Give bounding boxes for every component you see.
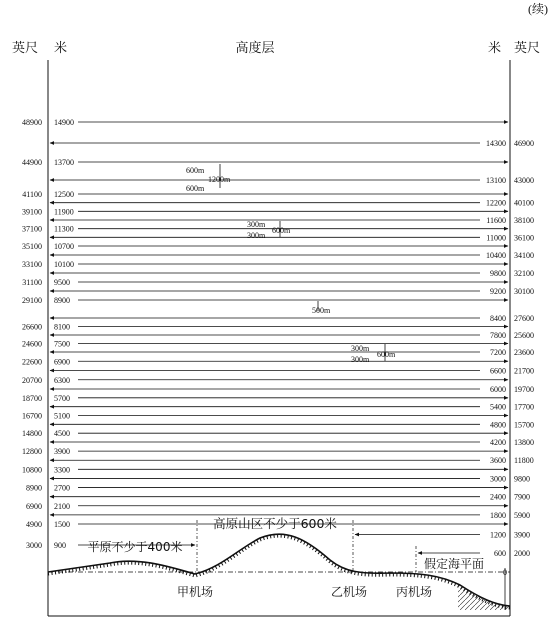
airport-a-label: 甲机场 [176,585,214,599]
right-level-row [50,367,534,376]
right-level-m: 10400 [486,251,506,260]
right-level-row [50,403,534,412]
left-level-ft: 39100 [22,207,42,217]
left-level-m: 6900 [54,357,70,367]
airport-c-label: 丙机场 [395,585,433,599]
right-level-m: 1800 [490,510,506,520]
right-level-ft: 7900 [514,492,530,502]
right-level-row [50,199,534,208]
right-level-m: 6000 [490,385,506,394]
left-level-m: 11900 [54,207,74,217]
left-level-m: 2100 [54,501,70,511]
right-level-row [50,269,534,278]
right-level-ft: 38100 [514,216,534,225]
airport-b-label: 乙机场 [330,585,368,599]
right-level-ft: 36100 [514,233,534,243]
sea-zero-label: 0 [503,568,507,577]
left-level-row [22,465,508,474]
right-level-m: 1200 [490,530,506,540]
right-level-m: 11600 [486,216,506,225]
left-level-m: 8100 [54,322,70,332]
left-level-ft: 26600 [22,322,42,332]
left-level-m: 3900 [54,447,70,457]
header-ft-left: 英尺 [12,40,39,55]
right-level-m: 4200 [490,438,506,447]
left-level-ft: 14800 [22,429,42,439]
right-level-ft: 19700 [514,385,534,394]
right-level-row [50,493,530,502]
svg-text:300m: 300m [247,231,266,240]
header-m-right: 米 [488,40,502,55]
left-level-m: 2700 [54,483,70,493]
right-level-m: 600 [494,549,506,558]
svg-text:300m: 300m [351,344,370,353]
right-level-ft: 5900 [514,510,530,520]
right-level-m: 8400 [490,314,506,323]
left-level-ft: 24600 [22,339,42,349]
svg-text:1200m: 1200m [208,175,231,184]
right-level-m: 5400 [490,402,506,412]
right-level-row [50,216,534,225]
right-level-row [50,251,534,260]
sea-level-label: 假定海平面 [423,557,485,571]
left-level-m: 11300 [54,224,74,234]
left-level-m: 13700 [54,158,74,167]
left-level-m: 14900 [54,118,74,127]
right-level-m: 14300 [486,139,506,148]
left-level-ft: 33100 [22,260,42,269]
left-level-row [22,296,508,305]
left-level-ft: 8900 [26,483,42,493]
right-level-ft: 9800 [514,474,530,484]
left-level-m: 3300 [54,465,70,475]
left-level-ft: 20700 [22,375,42,385]
right-level-row [50,420,534,429]
left-level-row [22,447,508,456]
right-level-row [50,314,534,323]
left-level-ft: 44900 [22,158,42,167]
left-level-ft: 16700 [22,411,42,421]
left-level-m: 7500 [54,339,70,349]
right-levels [50,139,534,558]
left-level-row [22,242,508,251]
right-level-row [50,385,534,394]
right-level-m: 13100 [486,176,506,185]
right-level-m: 3600 [490,456,506,466]
right-level-m: 9200 [490,287,506,296]
right-level-row [50,438,534,447]
right-level-ft: 3900 [514,530,530,540]
right-level-ft: 15700 [514,420,534,430]
right-level-ft: 46900 [514,139,534,148]
right-level-ft: 32100 [514,269,534,278]
left-level-row [22,412,508,421]
left-level-ft: 12800 [22,447,42,457]
left-level-ft: 37100 [22,224,42,234]
right-level-ft: 43000 [514,176,534,185]
right-level-m: 11000 [486,233,506,243]
right-level-ft: 17700 [514,402,534,412]
right-level-ft: 34100 [514,251,534,260]
left-level-m: 9500 [54,278,70,287]
left-levels [22,118,508,550]
svg-text:600m: 600m [186,184,205,193]
right-level-ft: 2000 [514,549,530,558]
right-level-m: 2400 [490,492,506,502]
right-level-m: 9800 [490,269,506,278]
left-level-row [22,340,508,349]
right-level-ft: 25600 [514,331,534,340]
right-level-row [50,474,530,483]
svg-text:500m: 500m [312,306,331,315]
right-level-row [50,348,534,357]
left-level-m: 12500 [54,190,74,199]
left-level-row [22,118,508,127]
right-level-ft: 11800 [514,456,534,466]
left-level-m: 10700 [54,242,74,251]
left-level-row [22,323,508,332]
right-level-ft: 27600 [514,314,534,323]
left-level-row [22,394,508,403]
right-level-ft: 30100 [514,287,534,296]
right-level-row [50,287,534,296]
left-level-row [22,158,508,167]
left-level-row [22,278,508,287]
separation-note-c [312,301,331,315]
left-level-ft: 35100 [22,242,42,251]
right-level-row [355,531,530,540]
svg-text:600m: 600m [377,350,396,359]
right-level-ft: 13800 [514,438,534,447]
left-level-ft: 31100 [22,278,42,287]
left-level-row [26,484,508,493]
terrain-region [48,516,510,610]
left-level-m: 6300 [54,375,70,385]
header-m-left: 米 [54,40,68,55]
right-level-row [50,331,534,340]
left-level-row [22,190,508,199]
left-level-ft: 41100 [22,190,42,199]
left-level-m: 1500 [54,520,70,529]
plain-label: 平原不少于400米 [87,540,183,554]
right-level-m: 6600 [490,366,506,376]
left-level-m: 5700 [54,393,70,403]
right-level-m: 3000 [490,474,506,484]
right-level-m: 4800 [490,420,506,430]
left-level-row [22,357,508,366]
left-level-m: 8900 [54,296,70,305]
right-level-m: 7200 [490,348,506,357]
right-level-row [50,456,534,465]
left-level-m: 900 [54,541,66,550]
left-level-ft: 10800 [22,465,42,475]
right-level-m: 12200 [486,198,506,208]
left-level-m: 10100 [54,260,74,269]
right-level-row [50,233,534,242]
left-level-row [26,502,508,511]
left-level-row [22,207,508,216]
continued-mark: (续) [528,2,548,16]
left-level-m: 5100 [54,411,70,421]
left-level-ft: 3000 [26,541,42,550]
svg-text:300m: 300m [351,355,370,364]
separation-note-a [186,164,231,193]
left-level-row [22,260,508,269]
svg-text:600m: 600m [272,226,291,235]
left-level-m: 4500 [54,429,70,439]
right-level-row [50,176,534,185]
svg-text:600m: 600m [186,166,205,175]
left-level-row [22,429,508,438]
left-level-ft: 18700 [22,393,42,403]
svg-text:300m: 300m [247,220,266,229]
left-level-ft: 4900 [26,520,42,529]
left-level-row [22,376,508,385]
right-level-row [50,139,534,148]
left-level-ft: 48900 [22,118,42,127]
diagram-title: 高度层 [235,40,275,55]
right-level-ft: 23600 [514,348,534,357]
left-level-ft: 6900 [26,501,42,511]
right-level-ft: 21700 [514,366,534,376]
right-level-ft: 40100 [514,198,534,208]
header-ft-right: 英尺 [514,40,541,55]
plateau-label: 高原山区不少于600米 [213,516,337,531]
right-level-m: 7800 [490,331,506,340]
left-level-ft: 29100 [22,296,42,305]
left-level-ft: 22600 [22,357,42,367]
